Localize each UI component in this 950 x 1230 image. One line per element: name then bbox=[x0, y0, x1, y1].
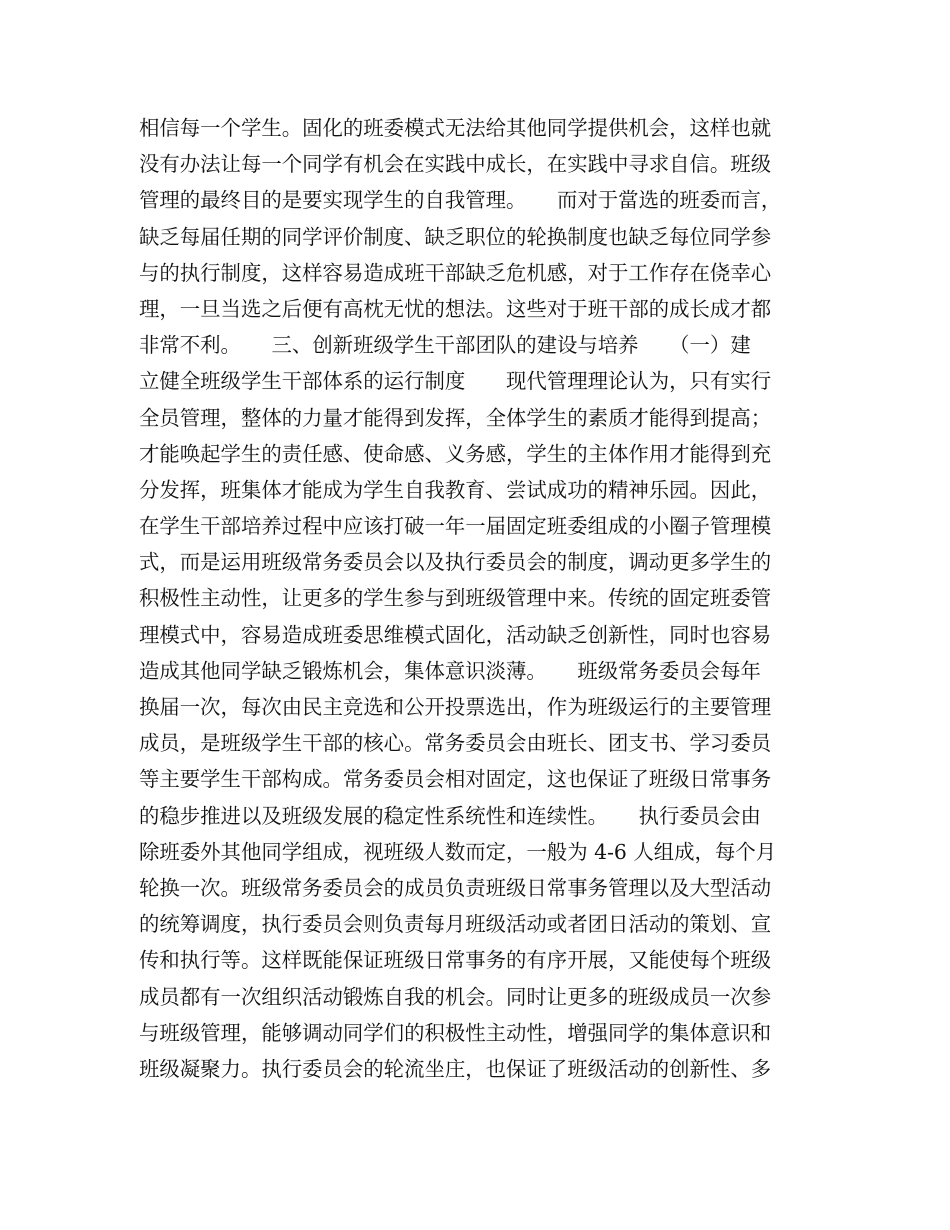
text-line: 的稳步推进以及班级发展的稳定性系统性和连续性。 执行委员会由 bbox=[139, 803, 761, 828]
text-line: 与班级管理，能够调动同学们的积极性主动性，增强同学的集体意识和 bbox=[139, 1020, 772, 1045]
text-line: 非常不利。 三、创新班级学生干部团队的建设与培养 （一）建 bbox=[139, 333, 751, 358]
text-line: 缺乏每届任期的同学评价制度、缺乏职位的轮换制度也缺乏每位同学参 bbox=[139, 224, 772, 249]
text-line: 成员都有一次组织活动锻炼自我的机会。同时让更多的班级成员一次参 bbox=[139, 984, 772, 1009]
text-line: 管理的最终目的是要实现学生的自我管理。 而对于當选的班委而言， bbox=[139, 188, 782, 213]
text-line: 式，而是运用班级常务委员会以及执行委员会的制度，调动更多学生的 bbox=[139, 550, 772, 575]
text-line: 没有办法让每一个同学有机会在实践中成长，在实践中寻求自信。班级 bbox=[139, 152, 772, 177]
text-line: 理模式中，容易造成班委思维模式固化，活动缺乏创新性，同时也容易 bbox=[139, 622, 772, 647]
text-line: 在学生干部培养过程中应该打破一年一届固定班委组成的小圈子管理模 bbox=[139, 514, 772, 539]
text-line: 班级凝聚力。执行委员会的轮流坐庄，也保证了班级活动的创新性、多 bbox=[139, 1056, 772, 1081]
text-line: 全员管理，整体的力量才能得到发挥，全体学生的素质才能得到提高； bbox=[139, 405, 772, 430]
text-line: 立健全班级学生干部体系的运行制度 现代管理理论认为，只有实行 bbox=[139, 369, 772, 394]
text-line: 积极性主动性，让更多的学生参与到班级管理中来。传统的固定班委管 bbox=[139, 586, 772, 611]
text-line: 才能唤起学生的责任感、使命感、义务感，学生的主体作用才能得到充 bbox=[139, 441, 772, 466]
text-line: 传和执行等。这样既能保证班级日常事务的有序开展，又能使每个班级 bbox=[139, 948, 772, 973]
text-line: 理，一旦当选之后便有高枕无忧的想法。这些对于班干部的成长成才都 bbox=[139, 296, 772, 321]
text-line: 造成其他同学缺乏锻炼机会，集体意识淡薄。 班级常务委员会每年 bbox=[139, 658, 761, 683]
text-line: 除班委外其他同学组成，视班级人数而定，一般为 4-6 人组成，每个月 bbox=[139, 839, 777, 864]
text-line: 换届一次，每次由民主竞选和公开投票选出，作为班级运行的主要管理 bbox=[139, 695, 772, 719]
text-line: 等主要学生干部构成。常务委员会相对固定，这也保证了班级日常事务 bbox=[139, 767, 772, 792]
text-line: 分发挥，班集体才能成为学生自我教育、尝试成功的精神乐园。因此， bbox=[139, 477, 772, 502]
text-line: 相信每一个学生。固化的班委模式无法给其他同学提供机会，这样也就 bbox=[139, 116, 772, 140]
body-text bbox=[139, 110, 829, 1087]
text-line: 成员，是班级学生干部的核心。常务委员会由班长、团支书、学习委员 bbox=[139, 731, 772, 756]
text-line: 与的执行制度，这样容易造成班干部缺乏危机感，对于工作存在侥幸心 bbox=[139, 260, 772, 285]
text-line: 的统筹调度，执行委员会则负责每月班级活动或者团日活动的策划、宣 bbox=[139, 912, 772, 937]
text-line: 轮换一次。班级常务委员会的成员负责班级日常事务管理以及大型活动 bbox=[139, 875, 772, 900]
